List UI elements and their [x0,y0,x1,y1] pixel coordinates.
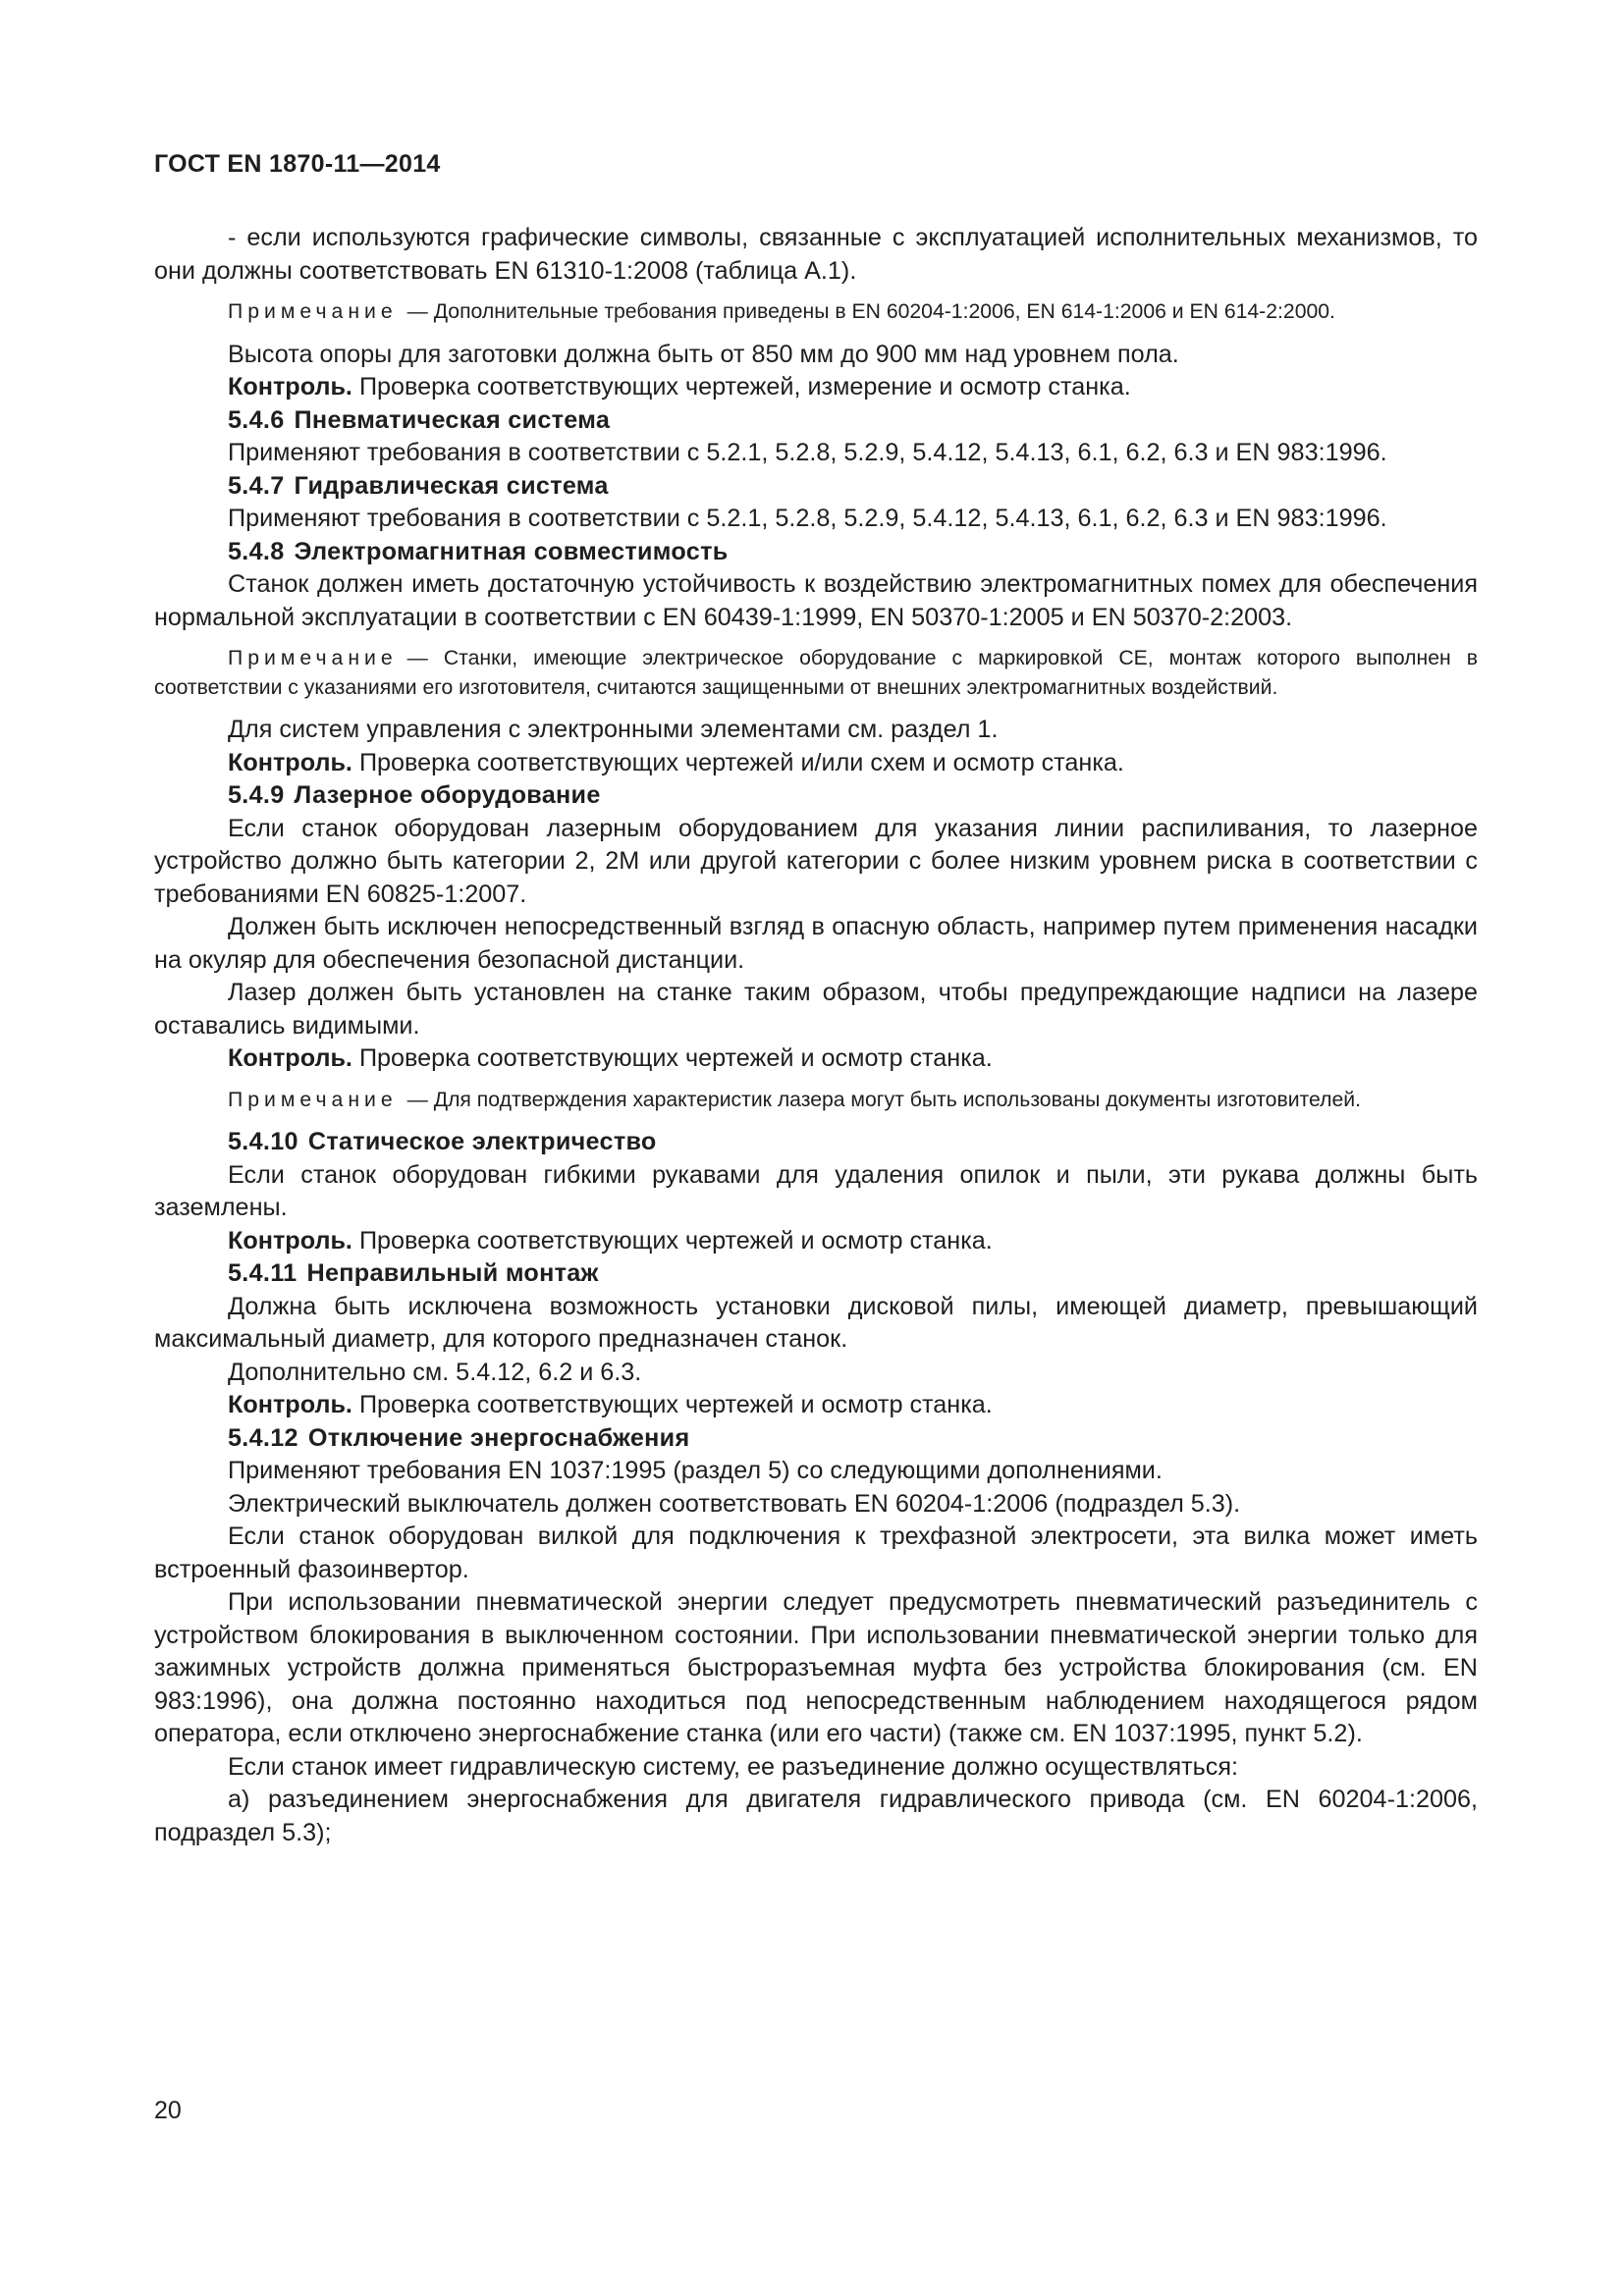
section-title: Лазерное оборудование [294,781,601,809]
section-number: 5.4.6 [228,405,285,434]
note [154,644,1478,702]
note [154,297,1478,327]
control-paragraph [154,1225,1478,1258]
note-label: Примечание [228,300,398,323]
section-number: 5.4.7 [228,471,285,500]
paragraph: Высота опоры для заготовки должна быть от 850 мм до 900 мм над уровнем пола. [228,340,1179,368]
section-title: Отключение энергоснабжения [307,1423,690,1452]
section-heading [154,1257,1478,1291]
paragraph: Для систем управления с электронными элементами см. раздел 1. [228,716,999,743]
paragraph: Должен быть исключен непосредственный взгляд в опасную область, например путем применения насадки на окуляр для обеспечения безопасной дистанции. [154,913,1478,974]
section-heading [154,470,1478,504]
section-heading [154,536,1478,569]
control-label: Контроль. [228,748,352,776]
section-title: Пневматическая система [294,405,611,434]
control-paragraph [154,747,1478,780]
section-number: 5.4.10 [228,1128,298,1155]
list-item: а) разъединением энергоснабжения для двигателя гидравлического привода (см. EN 60204-1:2006, подраздел 5.3); [154,1786,1478,1846]
section-heading [154,779,1478,813]
paragraph: Станок должен иметь достаточную устойчивость к воздействию электромагнитных помех для обеспечения нормальной эксплуатации в соответствии с EN 60439-1:1999, EN 50370-1:2005 и EN 50370-2:2003. [154,570,1478,631]
note [154,1086,1478,1115]
paragraph: Дополнительно см. 5.4.12, 6.2 и 6.3. [228,1358,642,1386]
section-title: Статическое электричество [307,1128,657,1155]
section-number: 5.4.11 [228,1259,298,1287]
control-label: Контроль. [228,373,352,400]
paragraph: Электрический выключатель должен соответствовать EN 60204-1:2006 (подраздел 5.3). [228,1489,1241,1518]
section-title: Электромагнитная совместимость [294,537,729,565]
paragraph: Если станок оборудован гибкими рукавами для удаления опилок и пыли, эти рукава должны быть заземлены. [154,1160,1478,1221]
control-paragraph [154,371,1478,404]
section-number: 5.4.12 [228,1423,298,1452]
section-number: 5.4.9 [228,781,285,809]
section-title: Неправильный монтаж [306,1259,599,1287]
control-label: Контроль. [228,1044,352,1072]
document-body [154,222,1478,1849]
control-label: Контроль. [228,1391,352,1418]
paragraph: Применяют требования EN 1037:1995 (раздел 5) со следующими дополнениями. [228,1457,1163,1484]
section-number: 5.4.8 [228,537,285,565]
paragraph: Должна быть исключена возможность установки дисковой пилы, имеющей диаметр, превышающий максимальный диаметр, для которого предназначен станок. [154,1292,1478,1353]
control-text: Проверка соответствующих чертежей и осмотр станка. [358,1226,993,1255]
control-paragraph [154,1389,1478,1422]
note-label: Примечание [228,647,398,669]
paragraph: Если станок имеет гидравлическую систему, ее разъединение должно осуществляться: [228,1752,1239,1781]
control-paragraph [154,1042,1478,1076]
note-text: — Дополнительные требования приведены в EN 60204-1:2006, EN 614-1:2006 и EN 614-2:2000. [406,300,1335,323]
control-text: Проверка соответствующих чертежей и осмотр станка. [358,1044,993,1072]
section-title: Гидравлическая система [294,471,609,500]
control-text: Проверка соответствующих чертежей, измерение и осмотр станка. [358,373,1131,400]
note-label: Примечание [228,1088,398,1111]
paragraph: - если используются графические символы, связанные с эксплуатацией исполнительных механизмов, то они должны соответствовать EN 61310-1:2008 (таблица А.1). [154,224,1478,285]
paragraph: При использовании пневматической энергии следует предусмотреть пневматический разъединитель с устройством блокирования в выключенном состоянии. При использовании пневматической энергии только для зажимных устройств должна применяться быстроразъемная муфта без устройства блокирования (см. EN 983:1996), она должна постоянно находиться под непосредственным наблюдением находящегося рядом оператора, если отключено энергоснабжение станка (или его части) (также см. EN 1037:1995, пункт 5.2). [154,1588,1478,1747]
paragraph: Если станок оборудован вилкой для подключения к трехфазной электросети, эта вилка может иметь встроенный фазоинвертор. [154,1522,1478,1583]
section-heading [154,404,1478,438]
paragraph: Применяют требования в соответствии с 5.2.1, 5.2.8, 5.2.9, 5.4.12, 5.4.13, 6.1, 6.2, 6.3 и EN 983:1996. [228,505,1387,532]
page-number: 20 [154,2097,182,2124]
document-header: ГОСТ EN 1870-11—2014 [154,150,441,178]
control-label: Контроль. [228,1226,352,1255]
section-heading [154,1422,1478,1456]
note-text: — Для подтверждения характеристик лазера могут быть использованы документы изготовителей. [406,1088,1361,1111]
section-heading [154,1126,1478,1159]
note-text: — Станки, имеющие электрическое оборудование с маркировкой CE, монтаж которого выполнен в соответствии с указаниями его изготовителя, считаются защищенными от внешних электромагнитных воздействий. [154,647,1478,699]
paragraph: Если станок оборудован лазерным оборудованием для указания линии распиливания, то лазерное устройство должно быть категории 2, 2М или другой категории с более низким уровнем риска в соответствии с требованиями EN 60825-1:2007. [154,814,1478,908]
control-text: Проверка соответствующих чертежей и/или схем и осмотр станка. [358,748,1124,776]
paragraph: Лазер должен быть установлен на станке таким образом, чтобы предупреждающие надписи на лазере оставались видимыми. [154,979,1478,1040]
control-text: Проверка соответствующих чертежей и осмотр станка. [358,1391,993,1418]
paragraph: Применяют требования в соответствии с 5.2.1, 5.2.8, 5.2.9, 5.4.12, 5.4.13, 6.1, 6.2, 6.3 и EN 983:1996. [228,439,1387,466]
